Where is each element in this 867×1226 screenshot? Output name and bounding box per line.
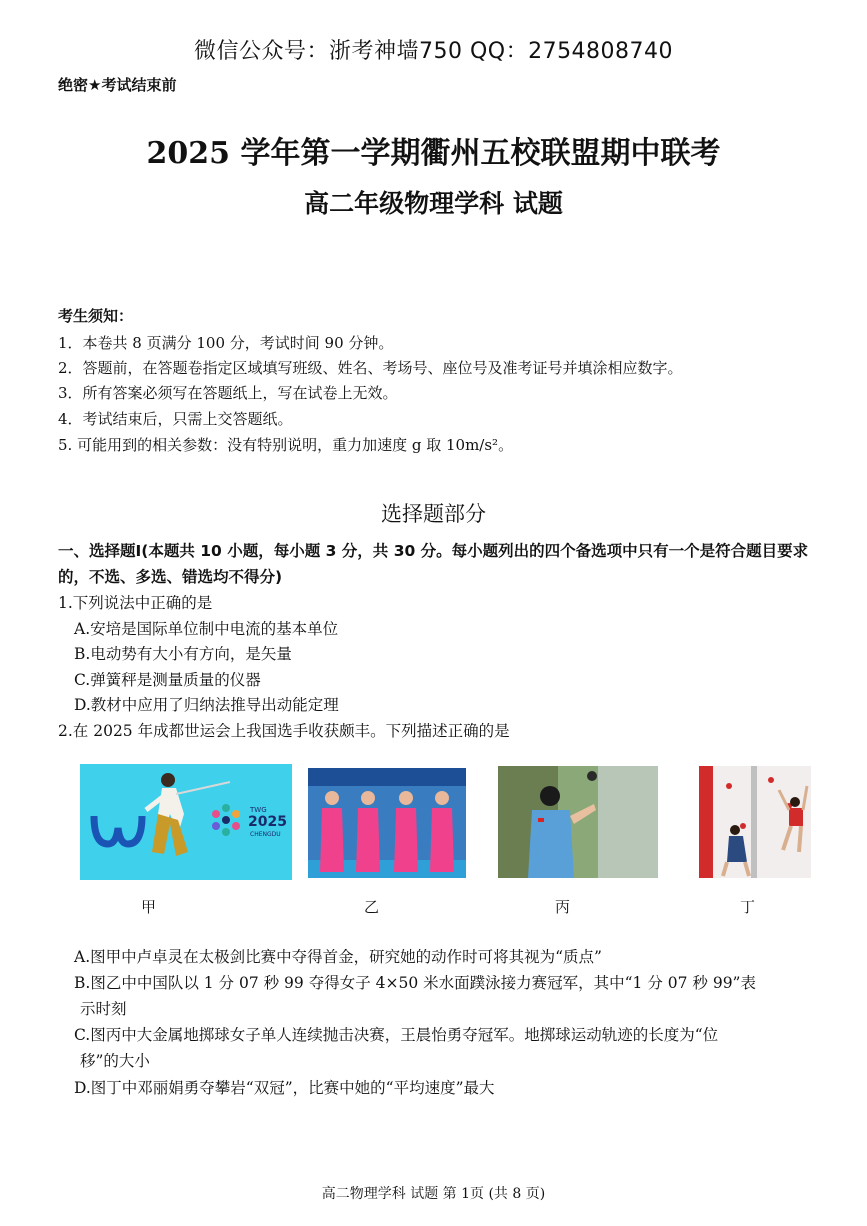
notice-item: 3．所有答案必须写在答题纸上，写在试卷上无效。 xyxy=(58,384,398,402)
photo-bing-bocce xyxy=(498,766,658,878)
swimmers-illustration xyxy=(308,768,466,878)
q2-option-b-cont: 示时刻 xyxy=(80,1000,127,1018)
q2-option-b: B.图乙中中国队以 1 分 07 秒 99 夺得女子 4×50 米水面蹼泳接力赛冠军，其中“1 分 07 秒 99”表 xyxy=(74,974,756,992)
secret-label: 绝密★考试结束前 xyxy=(58,76,177,94)
page-footer: 高二物理学科 试题 第 1页 (共 8 页) xyxy=(321,1186,546,1202)
q2-option-c-cont: 移”的大小 xyxy=(80,1052,150,1070)
q1-option-b: B.电动势有大小有方向，是矢量 xyxy=(74,645,292,663)
bocce-illustration xyxy=(498,766,658,878)
caption-yi: 乙 xyxy=(364,898,380,916)
caption-bing: 丙 xyxy=(555,898,571,916)
section-title: 选择题部分 xyxy=(381,502,486,526)
logo-text-city: CHENGDU xyxy=(250,831,281,838)
photo-ding-climbing xyxy=(699,766,811,878)
notice-item: 1．本卷共 8 页满分 100 分，考试时间 90 分钟。 xyxy=(58,334,394,352)
caption-jia: 甲 xyxy=(141,898,157,916)
notice-heading: 考生须知： xyxy=(58,307,134,325)
notice-item: 5. 可能用到的相关参数：没有特别说明，重力加速度 g 取 10m/s²。 xyxy=(58,436,514,454)
taichi-illustration xyxy=(80,764,292,880)
q1-option-c: C.弹簧秤是测量质量的仪器 xyxy=(74,671,261,689)
question-2-stem: 2.在 2025 年成都世运会上我国选手收获颇丰。下列描述正确的是 xyxy=(58,722,510,740)
climbing-illustration xyxy=(699,766,811,878)
exam-subtitle: 高二年级物理学科 试题 xyxy=(304,189,563,218)
q2-option-a: A.图甲中卢卓灵在太极剑比赛中夺得首金，研究她的动作时可将其视为“质点” xyxy=(74,948,602,966)
part-instructions: 一、选择题Ⅰ(本题共 10 小题，每小题 3 分，共 30 分。每小题列出的四个备选项中只有一个是符合题目要求的，不选、多选、错选均不得分) xyxy=(58,542,809,586)
exam-title: 2025 学年第一学期衢州五校联盟期中联考 xyxy=(146,136,721,171)
q2-option-d: D.图丁中邓丽娟勇夺攀岩“双冠”，比赛中她的“平均速度”最大 xyxy=(74,1079,495,1097)
logo-text-twg: TWG xyxy=(250,806,267,814)
notice-item: 2．答题前，在答题卷指定区域填写班级、姓名、考场号、座位号及准考证号并填涂相应数字。 xyxy=(58,359,683,377)
q2-option-c: C.图丙中大金属地掷球女子单人连续抛击决赛，王晨怡勇夺冠军。地掷球运动轨迹的长度为“位 xyxy=(74,1026,719,1044)
caption-ding: 丁 xyxy=(740,898,756,916)
logo-text-year: 2025 xyxy=(248,814,287,830)
wechat-header: 微信公众号：浙考神墙750 QQ：2754808740 xyxy=(193,39,674,64)
notice-item: 4．考试结束后，只需上交答题纸。 xyxy=(58,410,293,428)
photo-yi-swimmers xyxy=(308,768,466,878)
question-1-stem: 1.下列说法中正确的是 xyxy=(58,594,213,612)
photo-jia-taichi xyxy=(80,764,292,880)
q1-option-a: A.安培是国际单位制中电流的基本单位 xyxy=(74,620,339,638)
q1-option-d: D.教材中应用了归纳法推导出动能定理 xyxy=(74,696,339,714)
